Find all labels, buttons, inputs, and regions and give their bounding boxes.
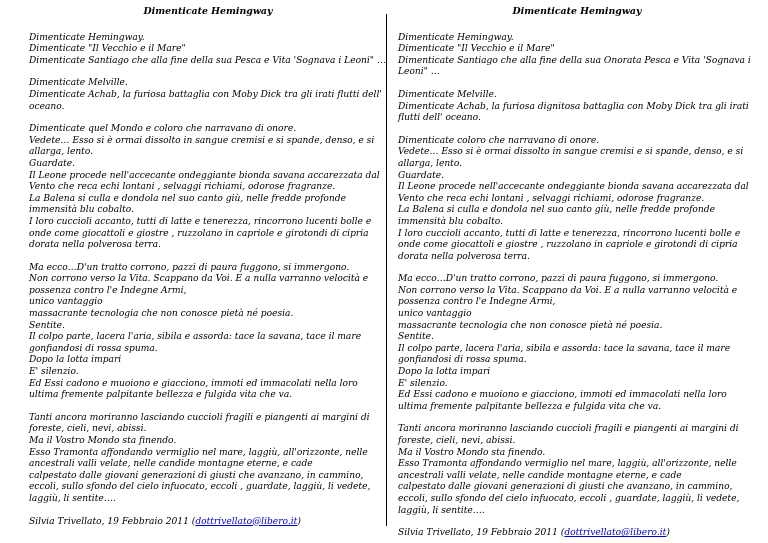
poem-line: Ma ecco…D'un tratto corrono, pazzi di paura fuggono, si immergono. <box>29 262 350 273</box>
stanza <box>398 33 756 79</box>
poem-line: Guardate. <box>398 170 445 181</box>
poem-line: Il Leone procede nell'accecante ondeggiante bionda savana accarezzata dal Vento che reca echi lontani , selvaggi richiami, odorose fragranze. <box>398 182 749 204</box>
right-column <box>398 6 756 540</box>
email-link[interactable]: dottrivellato@libero.it <box>195 516 298 527</box>
poem-line: calpestato dalle giovani generazioni di giusti che avanzano, in cammino, eccoli, sullo sfondo del cielo infuocato, eccoli , guardate, laggiù, li vedete, laggiù, li sentite…. <box>29 470 371 504</box>
poem-line: Dimenticate Melville. <box>29 78 128 89</box>
poem-title: Dimenticate Hemingway <box>512 6 642 17</box>
poem-line: Ed Essi cadono e muoiono e giacciono, immoti ed immacolati nella loro ultima fremente palpitante bellezza e fulgida vita che va. <box>398 390 727 412</box>
poem-line: Dimenticate coloro che narravano di onore. <box>398 135 600 146</box>
poem-line: calpestato dalle giovani generazioni di giusti che avanzano, in cammino, eccoli, sullo sfondo del cielo infuocato, eccoli , guardate, laggiù, li vedete, laggiù, li sentite…. <box>398 482 740 516</box>
poem-body <box>398 33 756 518</box>
poem-line: Dimenticate Achab, la furiosa dignitosa battaglia con Moby Dick tra gli irati flutti dell' oceano. <box>398 101 749 124</box>
poem-line: E' silenzio. <box>29 367 79 378</box>
email-link[interactable]: dottrivellato@libero.it <box>564 528 667 539</box>
poem-line: Guardate. <box>29 158 76 169</box>
stanza <box>29 124 387 252</box>
stanza <box>398 274 756 413</box>
poem-line: I loro cuccioli accanto, tutti di latte e tenerezza, rincorrono lucenti bolle e onde come giocattoli e giostre , ruzzolano in capriole e girotondi di cipria dorata nella polverosa terra. <box>398 228 741 262</box>
poem-line: Dimenticate "Il Vecchio e il Mare" <box>29 44 186 55</box>
left-column <box>29 6 387 528</box>
poem-line: Dimenticate Melville. <box>398 89 497 100</box>
stanza <box>29 263 387 402</box>
poem-line: Tanti ancora moriranno lasciando cuccioli fragili e piangenti ai margini di foreste, cieli, nevi, abissi. <box>398 424 739 446</box>
poem-line: Non corrono verso la Vita. Scappano da Voi. E a nulla varranno velocità e possenza contro l'e Indegne Armi, <box>29 274 369 296</box>
poem-line: Il colpo parte, lacera l'aria, sibila e assorda: tace la savana, tace il mare gonfiandosi di rossa spuma. <box>29 332 362 354</box>
stanza <box>398 424 756 517</box>
poem-line: La Balena si culla e dondola nel suo canto giù, nelle fredde profonde immensità blu cobalto. <box>398 205 715 227</box>
poem-line: Non corrono verso la Vita. Scappano da Voi. E a nulla varranno velocità e possenza contro l'e Indegne Armi, <box>398 285 738 308</box>
poem-title: Dimenticate Hemingway <box>143 6 273 17</box>
poem-line: unico vantaggio <box>29 297 103 308</box>
poem-line: Il colpo parte, lacera l'aria, sibila e assorda: tace la savana, tace il mare gonfiandosi di rossa spuma. <box>398 343 731 366</box>
poem-line: Dimenticate Hemingway. <box>398 32 514 43</box>
poem-line: Ma ecco…D'un tratto corrono, pazzi di paura fuggono, si immergono. <box>398 274 719 285</box>
poem-line: Ed Essi cadono e muoiono e giacciono, immoti ed immacolati nella loro ultima fremente palpitante bellezza e fulgida vita che va. <box>29 378 358 401</box>
poem-line: Sentite. <box>29 320 65 331</box>
poem-line: Dopo la lotta impari <box>29 355 122 366</box>
signature-close: ) <box>297 516 301 527</box>
poem-line: Dimenticate quel Mondo e coloro che narravano di onore. <box>29 124 297 135</box>
poem-line: Vedete… Esso si è ormai dissolto in sangue cremisi e si spande, denso, e si allarga, lento. <box>398 147 744 169</box>
signature <box>29 517 387 529</box>
signature-text: Silvia Trivellato, 19 Febbraio 2011 ( <box>398 528 565 539</box>
poem-line: Esso Tramonta affondando vermiglio nel mare, laggiù, all'orizzonte, nelle ancestrali valli velate, nelle candide montagne eterne, e cade <box>398 459 737 481</box>
poem-line: Vedete… Esso si è ormai dissolto in sangue cremisi e si spande, denso, e si allarga, lento. <box>29 135 375 158</box>
poem-line: Dimenticate Achab, la furiosa battaglia con Moby Dick tra gli irati flutti dell' oceano. <box>29 89 382 112</box>
poem-line: Dopo la lotta impari <box>398 367 491 378</box>
poem-line: Ma il Vostro Mondo sta finendo. <box>398 447 546 458</box>
poem-body <box>29 33 387 506</box>
stanza <box>29 33 387 68</box>
poem-line: Dimenticate "Il Vecchio e il Mare" <box>398 44 555 55</box>
poem-line: unico vantaggio <box>398 309 472 320</box>
poem-line: La Balena si culla e dondola nel suo canto giù, nelle fredde profonde immensità blu cobalto. <box>29 193 346 216</box>
signature-close: ) <box>666 528 670 539</box>
stanza <box>398 90 756 125</box>
poem-line: Tanti ancora moriranno lasciando cuccioli fragili e piangenti ai margini di foreste, cieli, nevi, abissi. <box>29 412 370 435</box>
poem-line: Esso Tramonta affondando vermiglio nel mare, laggiù, all'orizzonte, nelle ancestrali valli velate, nelle candide montagne eterne, e cade <box>29 447 368 470</box>
poem-line: Sentite. <box>398 332 434 343</box>
poem-line: Dimenticate Santiago che alla fine della sua Pesca e Vita 'Sognava i Leoni" … <box>29 55 386 66</box>
signature <box>398 528 756 540</box>
stanza <box>398 136 756 264</box>
poem-line: Dimenticate Hemingway. <box>29 32 145 43</box>
poem-line: massacrante tecnologia che non conosce pietà né poesia. <box>398 320 663 331</box>
poem-line: massacrante tecnologia che non conosce pietà né poesia. <box>29 309 294 320</box>
signature-text: Silvia Trivellato, 19 Febbraio 2011 ( <box>29 516 196 527</box>
poem-line: E' silenzio. <box>398 378 448 389</box>
column-divider <box>386 14 387 526</box>
poem-line: Ma il Vostro Mondo sta finendo. <box>29 436 177 446</box>
stanza <box>29 413 387 506</box>
poem-line: Dimenticate Santiago che alla fine della sua Onorata Pesca e Vita 'Sognava i Leoni" … <box>398 55 751 78</box>
poem-line: Il Leone procede nell'accecante ondeggiante bionda savana accarezzata dal Vento che reca echi lontani , selvaggi richiami, odorose fragranze. <box>29 170 380 193</box>
stanza <box>29 78 387 113</box>
poem-line: I loro cuccioli accanto, tutti di latte e tenerezza, rincorrono lucenti bolle e onde come giocattoli e giostre , ruzzolano in capriole e girotondi di cipria dorata nella polverosa terra. <box>29 216 372 251</box>
